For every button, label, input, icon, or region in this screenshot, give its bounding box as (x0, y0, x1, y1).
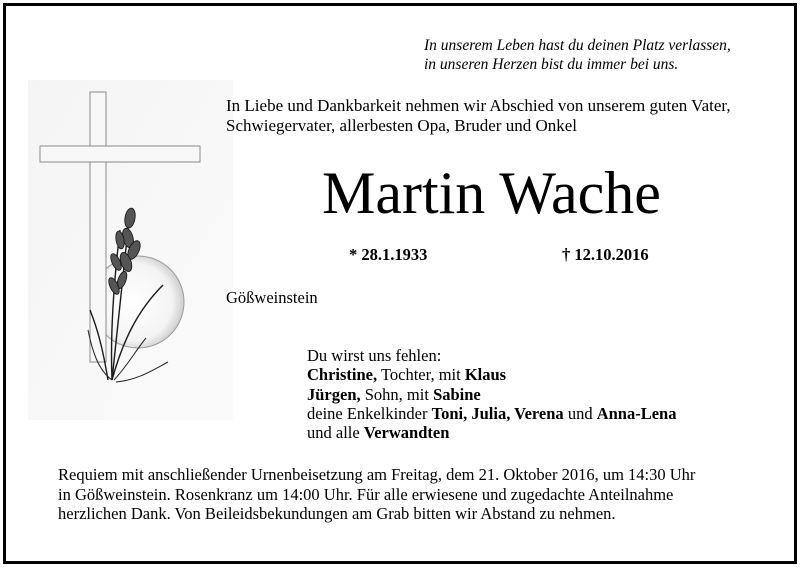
mourners-list (307, 346, 676, 442)
cross-with-wheat-and-sun-icon (28, 80, 233, 420)
mourner-line-1 (307, 365, 676, 384)
mourner-line-4 (307, 423, 676, 442)
deceased-name: Martin Wache (322, 160, 661, 226)
mourner-name: Jürgen, (307, 384, 361, 404)
mourner-name: Christine, (307, 365, 378, 385)
motto-quote (424, 36, 731, 74)
mourner-relation: Sohn, mit (360, 384, 434, 404)
death-date: † 12.10.2016 (562, 245, 649, 264)
intro-line-1: In Liebe und Dankbarkeit nehmen wir Abschied von unserem guten Vater, (226, 96, 731, 115)
mourner-line-2 (307, 385, 676, 404)
relatives-label: und alle (307, 423, 364, 443)
birth-date: * 28.1.1933 (349, 245, 428, 264)
motto-line-1: In unserem Leben hast du deinen Platz verlassen, (424, 37, 731, 54)
grandchild-last: Anna-Lena (596, 403, 677, 423)
mourner-partner: Sabine (433, 384, 481, 404)
mourner-line-3 (307, 404, 676, 423)
motto-line-2: in unseren Herzen bist du immer bei uns. (424, 56, 679, 73)
conjunction: und (563, 403, 597, 423)
intro-line-2: Schwiegervater, allerbesten Opa, Bruder und Onkel (226, 116, 577, 135)
relatives-name: Verwandten (363, 423, 450, 443)
funeral-info (58, 465, 695, 524)
mourner-relation: Tochter, mit (377, 365, 465, 385)
funeral-line-3: herzlichen Dank. Von Beileidsbekundungen am Grab bitten wir Abstand zu nehmen. (58, 504, 616, 523)
funeral-line-1: Requiem mit anschließender Urnenbeisetzung am Freitag, dem 21. Oktober 2016, um 14:30 Uhr (58, 465, 696, 484)
mourners-intro: Du wirst uns fehlen: (307, 346, 442, 365)
place-of-residence: Gößweinstein (226, 288, 318, 307)
intro-text (226, 96, 731, 136)
mourner-partner: Klaus (464, 365, 507, 385)
grandchildren-label: deine Enkelkinder (307, 403, 432, 423)
funeral-line-2: in Gößweinstein. Rosenkranz um 14:00 Uhr. Für alle erwiesene und zugedachte Anteilnahme (58, 484, 674, 504)
grandchildren-names: Toni, Julia, Verena (431, 403, 564, 423)
